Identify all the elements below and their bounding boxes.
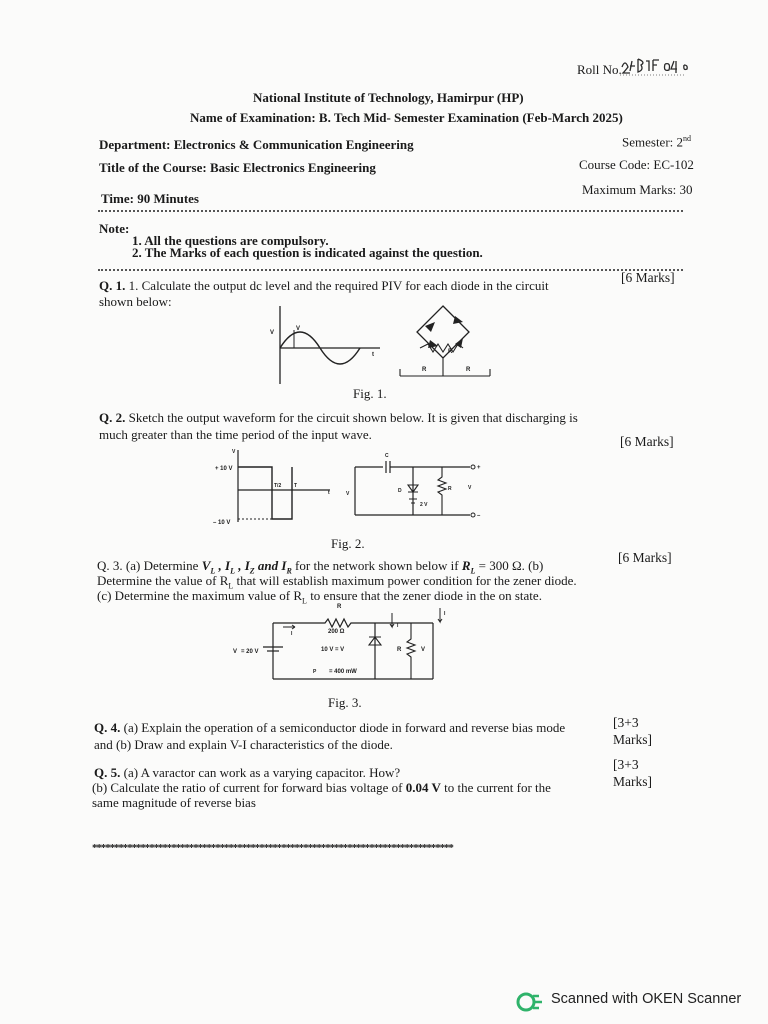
fig3-vz-label: 10 V = V xyxy=(321,647,345,653)
fig1-r2-label: R xyxy=(466,367,471,373)
oken-scanner-logo-icon xyxy=(516,990,544,1014)
q5-text-3: same magnitude of reverse bias xyxy=(92,795,256,810)
q2-text: Q. 2. Sketch the output waveform for the circuit shown below. It is given that discharging is xyxy=(99,410,578,425)
q3-text-2: Determine the value of $R_L$ that will establish maximum power condition for the zener diode. xyxy=(97,573,577,591)
q1-marks: [6 Marks] xyxy=(621,270,675,285)
fig2-circuit xyxy=(210,447,500,532)
exam-time: Time: 90 Minutes xyxy=(101,191,199,206)
q5-marks-2: Marks] xyxy=(613,774,652,789)
fig1-r1-label: R xyxy=(422,367,427,373)
fig2-minus10-label: – 10 V xyxy=(213,520,231,526)
maximum-marks: Maximum Marks: 30 xyxy=(582,182,693,197)
q3-marks: [6 Marks] xyxy=(618,550,672,565)
fig2-vout-label: V xyxy=(468,485,472,491)
scanner-watermark-text: Scanned with OKEN Scanner xyxy=(551,991,742,1007)
fig2-plus-label: + xyxy=(477,465,481,471)
fig1-rl-label: R xyxy=(448,349,453,355)
fig2-vi-label: V xyxy=(346,491,350,497)
q1-text: Q. 1. 1. Calculate the output dc level and the required PIV for each diode in the circuit xyxy=(99,278,549,293)
end-of-paper-marker: ********************************************************************************** xyxy=(92,842,453,854)
fig2-minus-label: – xyxy=(477,513,481,519)
q5-text-2: (b) Calculate the ratio of current for forward bias voltage of 0.04 V to the current for the xyxy=(92,780,551,795)
note-title: Note: xyxy=(99,221,130,236)
q4-text: Q. 4. (a) Explain the operation of a semiconductor diode in forward and reverse bias mode xyxy=(94,720,566,735)
q4-marks-1: [3+3 xyxy=(613,715,639,730)
q2-marks: [6 Marks] xyxy=(620,434,674,449)
fig1-vm-label: V xyxy=(296,326,301,332)
fig3-iz-label: I xyxy=(397,623,399,629)
fig2-d-label: D xyxy=(398,488,402,494)
semester: Semester: 2nd xyxy=(622,134,692,150)
q3-text-3: (c) Determine the maximum value of $R_L$ to ensure that the zener diode in the on state. xyxy=(97,588,542,606)
fig2-2v-label: 2 V xyxy=(420,502,428,508)
exam-name: Name of Examination: B. Tech Mid- Semester Examination (Feb-March 2025) xyxy=(190,110,623,125)
fig3-vl-label: V xyxy=(421,647,426,653)
fig3-vi-label: V xyxy=(233,649,238,655)
institute-name: National Institute of Technology, Hamirpur (HP) xyxy=(253,90,524,105)
q5-text: Q. 5. (a) A varactor can work as a varying capacitor. How? xyxy=(94,765,401,780)
fig2-caption: Fig. 2. xyxy=(331,536,365,551)
q4-marks-2: Marks] xyxy=(613,732,652,747)
roll-number-handwriting xyxy=(620,55,700,77)
fig3-il-label: I xyxy=(444,611,446,617)
q4-text-2: and (b) Draw and explain V-I characteristics of the diode. xyxy=(94,737,393,752)
fig3-ir-label: I xyxy=(291,631,293,637)
q3-text: Q. 3. (a) Determine $V_L$ , $I_L$ , $I_Z$ and $I_R$ for the network shown below if $R_L = 300$ Ω. (b) xyxy=(97,558,544,576)
fig1-vi-label: V xyxy=(270,330,275,336)
fig2-t2-label: T/2 xyxy=(274,483,282,489)
q2-text-2: much greater than the time period of the input wave. xyxy=(99,427,372,442)
fig2-rl-label: R xyxy=(448,486,452,492)
fig3-pzval-label: = 400 mW xyxy=(329,669,357,675)
roll-number-label: Roll No. xyxy=(577,62,622,77)
fig1-circuit xyxy=(260,296,510,396)
fig3-rl-label: R xyxy=(397,647,402,653)
fig3-vi20-label: = 20 V xyxy=(241,649,259,655)
fig2-plus10-label: + 10 V xyxy=(215,466,233,472)
fig3-r-label: R xyxy=(337,604,342,610)
divider-note xyxy=(98,269,683,271)
fig2-T-label: T xyxy=(294,483,298,489)
fig3-caption: Fig. 3. xyxy=(328,695,362,710)
divider-top xyxy=(98,210,683,212)
q5-marks-1: [3+3 xyxy=(613,757,639,772)
fig3-pz-label: P xyxy=(313,669,317,675)
note-item-1: 1. All the questions are compulsory. xyxy=(132,233,329,248)
fig2-vin-label: V xyxy=(232,449,236,455)
course-title: Title of the Course: Basic Electronics Engineering xyxy=(99,160,376,175)
fig3-circuit xyxy=(225,603,465,693)
note-item-2: 2. The Marks of each question is indicated against the question. xyxy=(132,245,483,260)
fig2-c-label: C xyxy=(385,453,389,459)
fig1-caption: Fig. 1. xyxy=(353,386,387,401)
department: Department: Electronics & Communication Engineering xyxy=(99,137,414,152)
course-code: Course Code: EC-102 xyxy=(579,157,694,172)
fig3-200ohm-label: 200 Ω xyxy=(328,629,345,635)
fig1-t-label: t xyxy=(372,352,374,358)
q1-text-2: shown below: xyxy=(99,294,172,309)
fig2-t-label: t xyxy=(328,490,330,496)
